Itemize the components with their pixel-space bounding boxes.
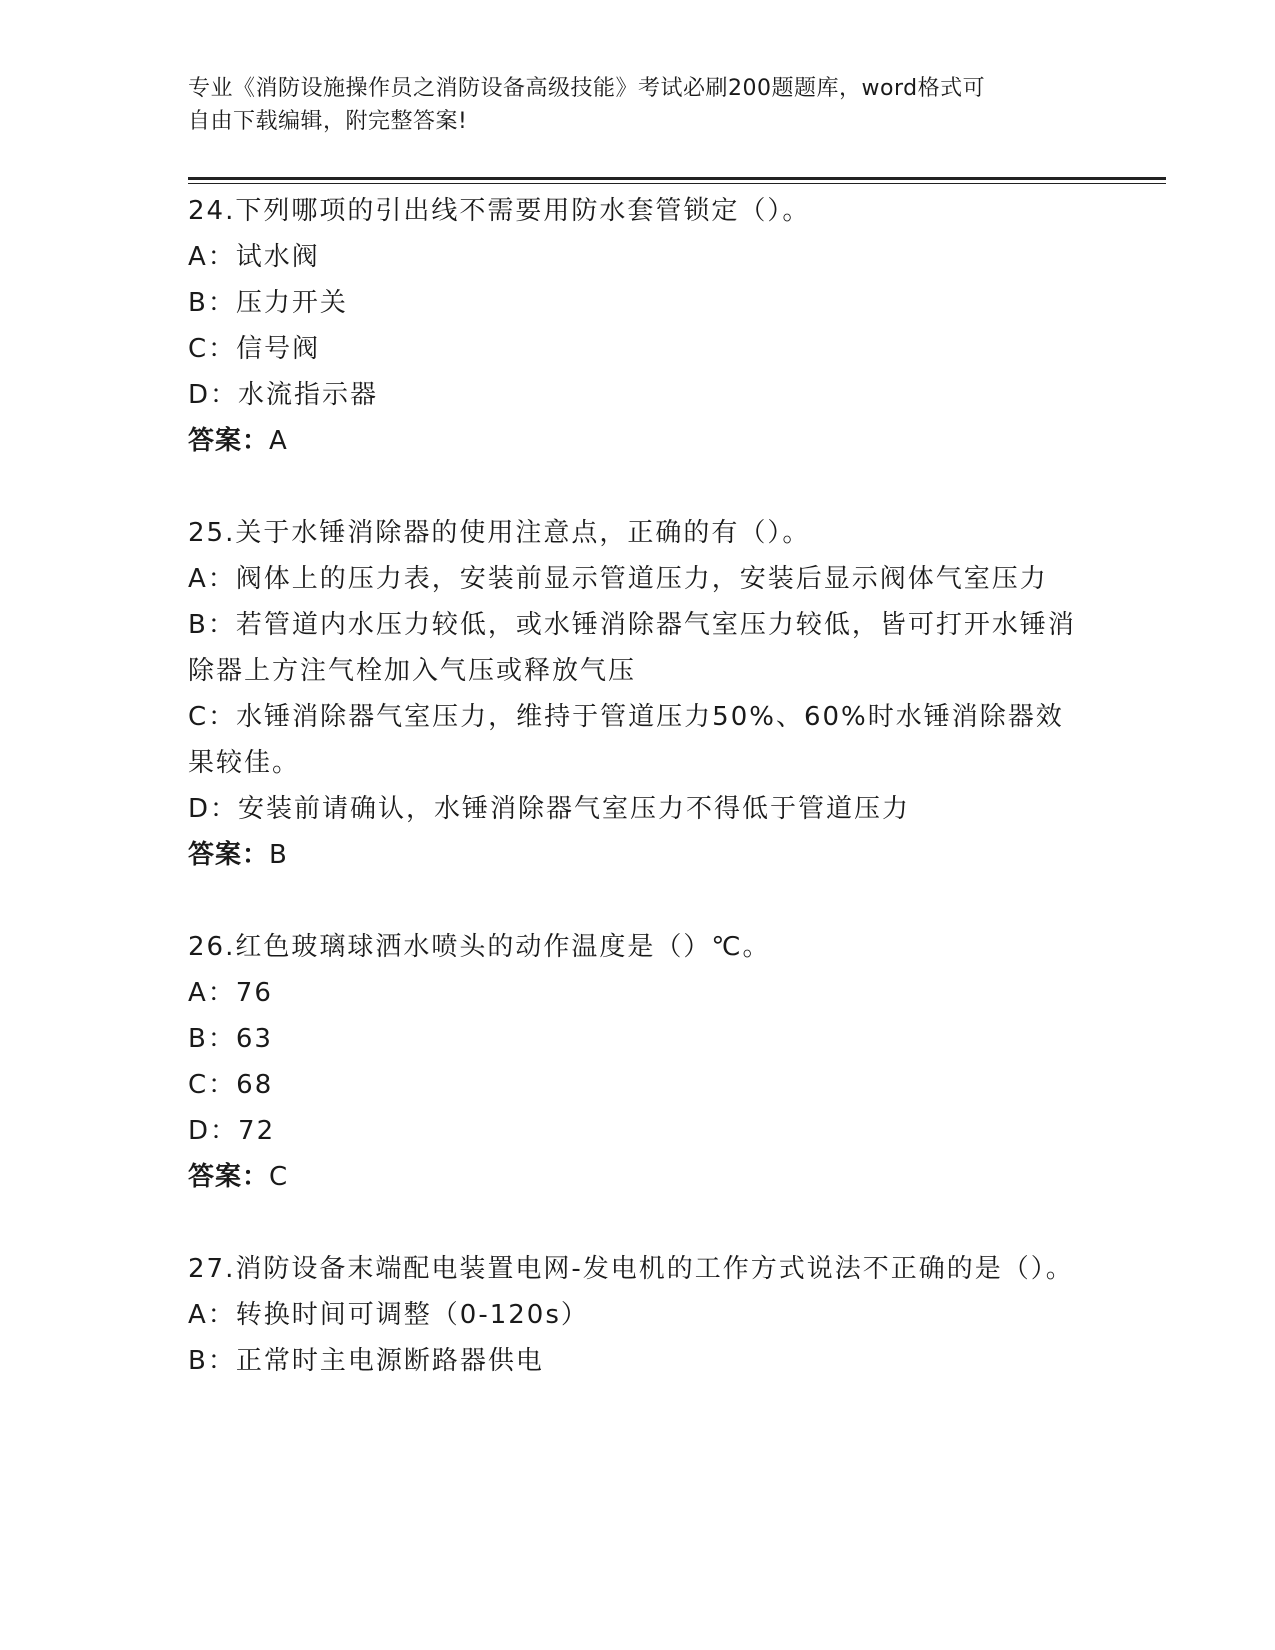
option-a: A：76 — [188, 978, 273, 1008]
header-divider-thick — [188, 177, 1166, 180]
question-list — [188, 188, 1088, 1430]
option-c: C：68 — [188, 1070, 274, 1100]
option-a: A：阀体上的压力表，安装前显示管道压力，安装后显示阀体气室压力 — [188, 564, 1048, 594]
header-divider-thin — [188, 183, 1166, 184]
question-stem: 26.红色玻璃球洒水喷头的动作温度是（）℃。 — [188, 932, 771, 962]
option-b: B：压力开关 — [188, 288, 348, 318]
question-27 — [188, 1246, 1088, 1384]
option-a: A：试水阀 — [188, 242, 320, 272]
document-header — [188, 72, 1088, 138]
answer-label: 答案： — [188, 840, 270, 870]
answer-label: 答案： — [188, 426, 270, 456]
answer-value: C — [269, 1162, 289, 1192]
header-line-1: 专业《消防设施操作员之消防设备高级技能》考试必刷200题题库，word格式可 — [188, 76, 986, 101]
question-25 — [188, 510, 1088, 878]
option-c: C：信号阀 — [188, 334, 321, 364]
answer-value: A — [269, 426, 288, 456]
option-d: D：72 — [188, 1116, 276, 1146]
option-a: A：转换时间可调整（0-120s） — [188, 1300, 589, 1330]
option-d: D：水流指示器 — [188, 380, 379, 410]
answer-value: B — [269, 840, 288, 870]
option-b: B：正常时主电源断路器供电 — [188, 1346, 544, 1376]
answer-line — [188, 1154, 1088, 1200]
question-stem: 24.下列哪项的引出线不需要用防水套管锁定（）。 — [188, 196, 811, 226]
option-b: B：63 — [188, 1024, 273, 1054]
question-26 — [188, 924, 1088, 1200]
option-c: C：水锤消除器气室压力，维持于管道压力50%、60%时水锤消除器效果较佳。 — [188, 702, 1064, 778]
answer-line — [188, 418, 1088, 464]
option-d: D：安装前请确认，水锤消除器气室压力不得低于管道压力 — [188, 794, 911, 824]
question-24 — [188, 188, 1088, 464]
question-stem: 27.消防设备末端配电装置电网-发电机的工作方式说法不正确的是（）。 — [188, 1254, 1074, 1284]
header-line-2: 自由下载编辑，附完整答案! — [188, 109, 468, 134]
answer-label: 答案： — [188, 1162, 270, 1192]
question-stem: 25.关于水锤消除器的使用注意点，正确的有（）。 — [188, 518, 811, 548]
answer-line — [188, 832, 1088, 878]
option-b: B：若管道内水压力较低，或水锤消除器气室压力较低，皆可打开水锤消除器上方注气栓加入气压或释放气压 — [188, 610, 1076, 686]
